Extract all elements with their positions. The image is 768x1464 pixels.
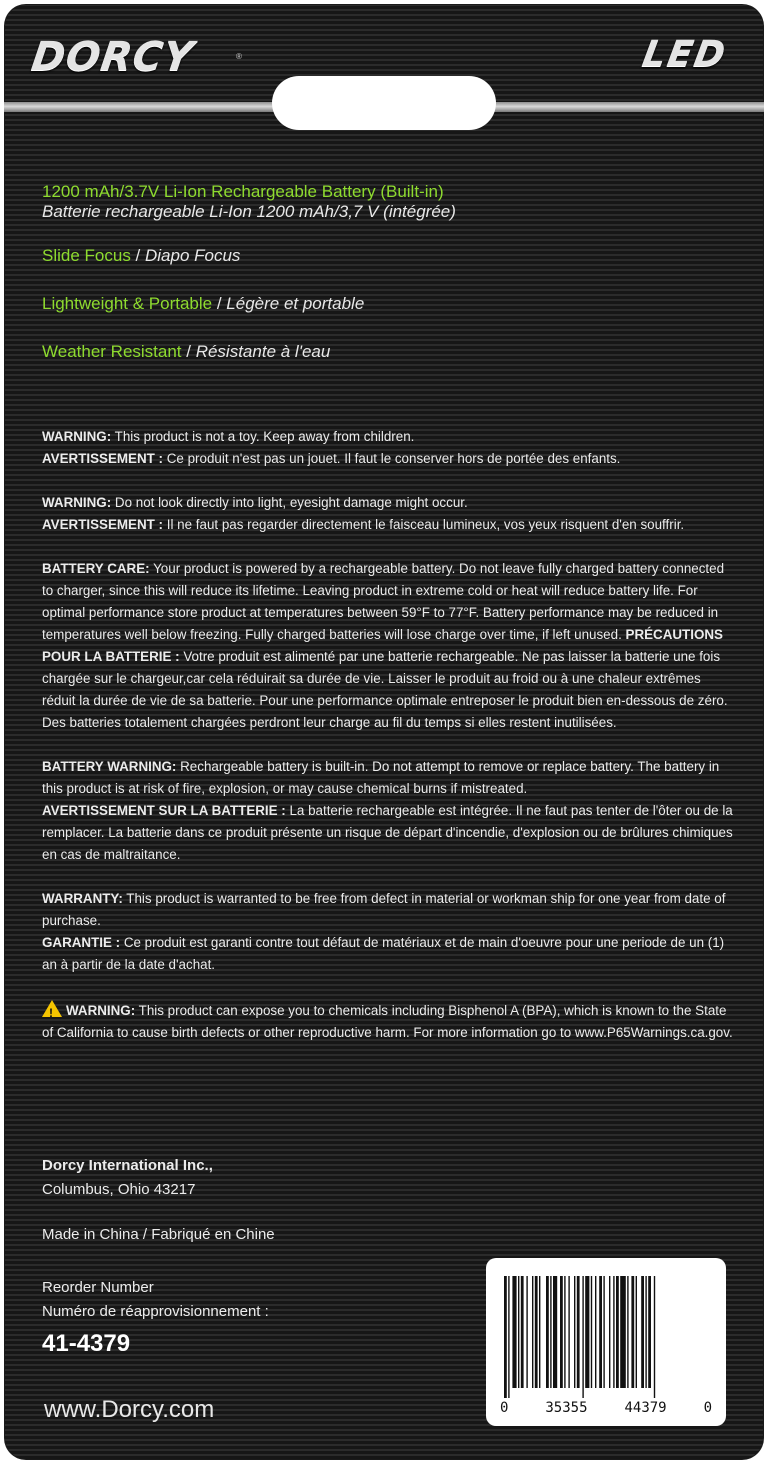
warranty-label-fr: GARANTIE : (42, 935, 121, 950)
warning-text-fr: Il ne faut pas regarder directement le faisceau lumineux, vos yeux risquent d'en souffrir. (163, 517, 685, 532)
feature-focus-fr: Diapo Focus (145, 246, 241, 265)
barcode-panel (486, 1258, 726, 1426)
feature-battery-en: 1200 mAh/3.7V Li-Ion Rechargeable Battery (Built-in) (42, 182, 444, 201)
warranty-text-fr: Ce produit est garanti contre tout défaut de matériaux et de main d'oeuvre pour une periode de un (1) an à partir de la date d'achat. (42, 935, 725, 972)
feature-battery (42, 182, 732, 222)
warranty (42, 888, 736, 976)
warning-light (42, 492, 736, 536)
feature-portable-fr: Légère et portable (226, 294, 365, 313)
barcode-group-left: 35355 (545, 1400, 588, 1416)
warning-label-fr: AVERTISSEMENT : (42, 517, 164, 532)
battery-warning-label: BATTERY WARNING: (42, 759, 177, 774)
prop65-text: This product can expose you to chemicals including Bisphenol A (BPA), which is known to the State of California to cause birth defects or other reproductive harm. For more information go to www.P65Warnings.ca.gov. (42, 1003, 733, 1040)
company-address: Columbus, Ohio 43217 (42, 1181, 196, 1198)
hang-hole (272, 76, 496, 130)
feature-battery-fr: Batterie rechargeable Li-Ion 1200 mAh/3,7 V (intégrée) (42, 202, 456, 221)
battery-warning-text: Rechargeable battery is built-in. Do not attempt to remove or replace battery. The battery in this product is at risk of fire, explosion, or may cause chemical burns if mistreated. (42, 759, 720, 796)
registered-mark: ® (236, 52, 242, 61)
battery-warning-label-fr: AVERTISSEMENT SUR LA BATTERIE : (42, 803, 286, 818)
feature-list (42, 182, 732, 390)
feature-weather-en: Weather Resistant (42, 342, 182, 361)
barcode-digit-first: 0 (500, 1400, 509, 1416)
reorder-labels (42, 1276, 269, 1324)
warranty-label: WARRANTY: (42, 891, 123, 906)
warning-label: WARNING: (42, 495, 112, 510)
barcode-icon (502, 1276, 710, 1398)
website-url: www.Dorcy.com (44, 1396, 215, 1423)
battery-care (42, 558, 736, 734)
barcode-digit-last: 0 (703, 1400, 712, 1416)
barcode-digits (500, 1400, 712, 1416)
battery-warning (42, 756, 736, 866)
feature-portable-en: Lightweight & Portable (42, 294, 213, 313)
package-back-card (4, 4, 764, 1460)
battery-warning-text-fr: La batterie rechargeable est intégrée. Il ne faut pas tenter de l'ôter ou de la remplacer. La batterie dans ce produit présente un risque de départ d'incendie, d'explosion ou de brûlures chimiques en cas de maltraitance. (42, 803, 733, 862)
feature-weather-fr: Résistante à l'eau (195, 342, 331, 361)
battery-care-label: BATTERY CARE: (42, 561, 150, 576)
warranty-text: This product is warranted to be free from defect in material or workman ship for one year from date of purchase. (42, 891, 726, 928)
warning-triangle-icon (42, 1000, 62, 1017)
company-info (42, 1154, 213, 1202)
warning-toy (42, 426, 736, 470)
reorder-label-en: Reorder Number (42, 1279, 154, 1296)
feature-focus-en: Slide Focus (42, 246, 131, 265)
prop65-warning (42, 998, 736, 1044)
feature-weather: Weather Resistant / Résistante à l'eau (42, 342, 331, 361)
legal-text (42, 426, 736, 1066)
company-name: Dorcy International Inc., (42, 1157, 213, 1174)
product-type-label: LED (638, 34, 730, 75)
feature-focus: Slide Focus / Diapo Focus (42, 246, 241, 265)
made-in: Made in China / Fabriqué en Chine (42, 1226, 275, 1243)
reorder-label-fr: Numéro de réapprovisionnement : (42, 1303, 269, 1320)
warning-text-fr: Ce produit n'est pas un jouet. Il faut le conserver hors de portée des enfants. (163, 451, 621, 466)
battery-care-text-fr: Votre produit est alimenté par une batterie rechargeable. Ne pas laisser la batterie une fois chargée sur le chargeur,car cela réduirait sa durée de vie. Laisser le produit au froid ou à une chaleur extrêmes réduit la durée de vie de sa batterie. Pour une performance optimale entreposer le produit bien en-dessous de zéro. Des batteries totalement chargées perdront leur charge au fil du temps si elles restent inutilisées. (42, 649, 728, 730)
warning-text: This product is not a toy. Keep away from children. (111, 429, 415, 444)
warning-text: Do not look directly into light, eyesight damage might occur. (111, 495, 468, 510)
barcode-group-right: 44379 (624, 1400, 667, 1416)
reorder-number: 41-4379 (42, 1330, 131, 1357)
prop65-label: WARNING: (66, 1003, 136, 1018)
feature-portable: Lightweight & Portable / Légère et portable (42, 294, 365, 313)
warning-label: WARNING: (42, 429, 112, 444)
warning-label-fr: AVERTISSEMENT : (42, 451, 164, 466)
battery-care-label-fr: PRÉCAUTIONS POUR LA BATTERIE : (42, 627, 723, 664)
brand-logo: DORCY (28, 34, 197, 80)
battery-care-text: Your product is powered by a rechargeable battery. Do not leave fully charged battery connected to charger, since this will reduce its lifetime. Leaving product in extreme cold or heat will reduce battery life. For optimal performance store product at temperatures between 59°F to 77°F. Battery performance may be reduced in temperatures well below freezing. Fully charged batteries will lose charge over time, if left unused. (42, 561, 725, 642)
